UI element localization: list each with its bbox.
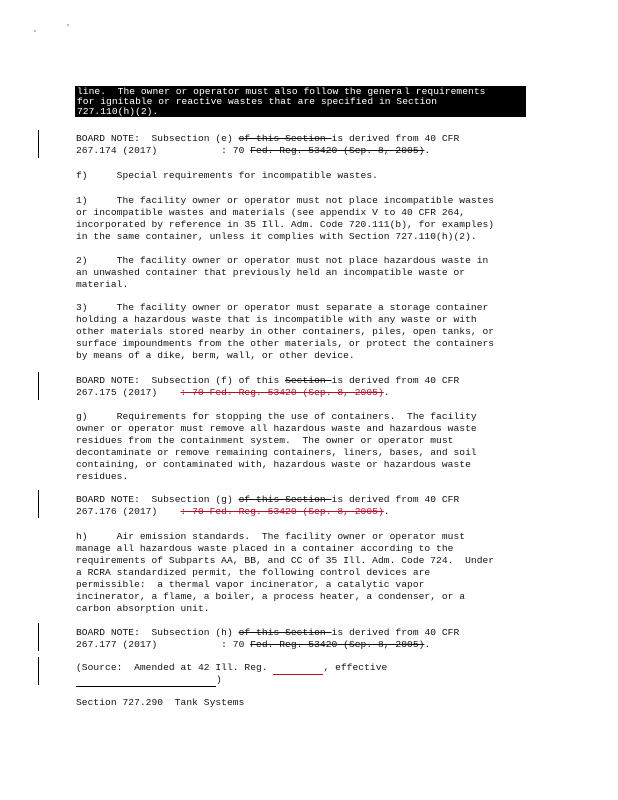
board-note-g-line2 [76,506,390,518]
revision-bar [38,490,39,518]
paragraph-line: h) Air emission standards. The facility owner or operator must [76,531,466,542]
note-text: BOARD NOTE: Subsection (e) [76,133,239,144]
highlight-line: 727.110(h)(2). [77,106,159,117]
deleted-text: Fed. Reg. 53420 (Sep. 8, 2005) [250,639,425,650]
paragraph-line: g) Requirements for stopping the use of containers. The facility [76,411,477,422]
deleted-text: : 70 Fed. Reg. 53420 (Sep. 8, 2005) [180,387,384,398]
revision-bar [38,372,39,400]
note-text: BOARD NOTE: Subsection (g) [76,494,239,505]
deleted-text: of this Section [238,627,332,638]
paragraph-line: residues from the containment system. The owner or operator must [76,435,454,446]
paragraph-line: decontaminate or remove remaining containers, liners, bases, and soil [76,447,477,458]
source-text: (Source: Amended at 42 Ill. Reg. [76,662,274,673]
note-text: BOARD NOTE: Subsection (h) [76,627,239,638]
paragraph-line: containing, or contaminated with, hazardous waste or hazardous waste [76,459,471,470]
deleted-text: Section [285,375,332,386]
note-text: . [383,387,390,398]
board-note-f [76,375,459,387]
note-text: 267.175 (2017) [76,387,181,398]
paragraph-line: an unwashed container that previously held an incompatible waste or [76,267,466,278]
deleted-text: of this Section [238,494,332,505]
source-note-line2 [76,674,222,687]
subsection-f-heading: f) Special requirements for incompatible wastes. [76,170,378,181]
revision-bar [38,623,39,651]
paragraph-line: other materials stored nearby in other containers, piles, open tanks, or [76,326,495,337]
highlight-line: line. The owner or operator must also follow the genera l requirements [77,86,486,97]
paragraph-line: incorporated by reference in 35 Ill. Adm. Code 720.111(b), for examples) [76,219,495,230]
highlight-line: for ignitable or reactive wastes that are specified in Section [77,96,438,107]
source-text: ) [216,674,222,685]
scan-speck [34,30,36,32]
note-text: is derived from 40 CFR [331,494,460,505]
paragraph-line: holding a hazardous waste that is incompatible with any waste or with [76,314,477,325]
scan-speck [67,24,69,26]
paragraph-line: surface impoundments from the other materials, or protect the containers [76,338,495,349]
paragraph-line: permissible: a thermal vapor incinerator, a catalytic vapor [76,579,425,590]
paragraph-line: 1) The facility owner or operator must not place incompatible wastes [76,195,495,206]
paragraph-line: requirements of Subparts AA, BB, and CC of 35 Ill. Adm. Code 724. Under [76,555,495,566]
deleted-text: of this Section [238,133,332,144]
paragraph-line: manage all hazardous waste placed in a container according to the [76,543,454,554]
note-text: . [424,639,431,650]
effective-date-blank [76,674,216,687]
revision-bar [38,130,39,158]
note-text: 267.177 (2017) : 70 [76,639,251,650]
paragraph-line: by means of a dike, berm, wall, or other device. [76,350,355,361]
source-text: , effective [323,662,388,673]
board-note-h-line2 [76,639,430,651]
paragraph-line: material. [76,279,129,290]
paragraph-line: in the same container, unless it complies with Section 727.110(h)(2). [76,231,477,242]
revision-bar [38,657,39,685]
board-note-f-line2 [76,387,390,399]
paragraph-line: residues. [76,471,129,482]
highlighted-block [75,86,526,117]
note-text: . [424,145,431,156]
deleted-text: : 70 Fed. Reg. 53420 (Sep. 8, 2005) [180,506,384,517]
note-text: is derived from 40 CFR [331,627,460,638]
note-text: 267.176 (2017) [76,506,181,517]
board-note-e [76,133,459,145]
note-text: is derived from 40 CFR [331,133,460,144]
note-text: 267.174 (2017) : 70 [76,145,251,156]
paragraph-line: carbon absorption unit. [76,603,210,614]
paragraph-line: 3) The facility owner or operator must separate a storage container [76,302,489,313]
paragraph-line: 2) The facility owner or operator must not place hazardous waste in [76,255,489,266]
note-text: . [383,506,390,517]
board-note-e-line2 [76,145,430,157]
board-note-g [76,494,459,506]
paragraph-line: incinerator, a flame, a boiler, a process heater, a condenser, or a [76,591,466,602]
board-note-h [76,627,459,639]
register-page-blank [273,662,323,675]
paragraph-line: a RCRA standardized permit, the following control devices are [76,567,431,578]
section-heading: Section 727.290 Tank Systems [76,697,245,708]
paragraph-line: owner or operator must remove all hazardous waste and hazardous waste [76,423,477,434]
paragraph-line: or incompatible wastes and materials (see appendix V to 40 CFR 264, [76,207,466,218]
note-text: is derived from 40 CFR [331,375,460,386]
deleted-text: Fed. Reg. 53420 (Sep. 8, 2005) [250,145,425,156]
note-text: BOARD NOTE: Subsection (f) of this [76,375,286,386]
